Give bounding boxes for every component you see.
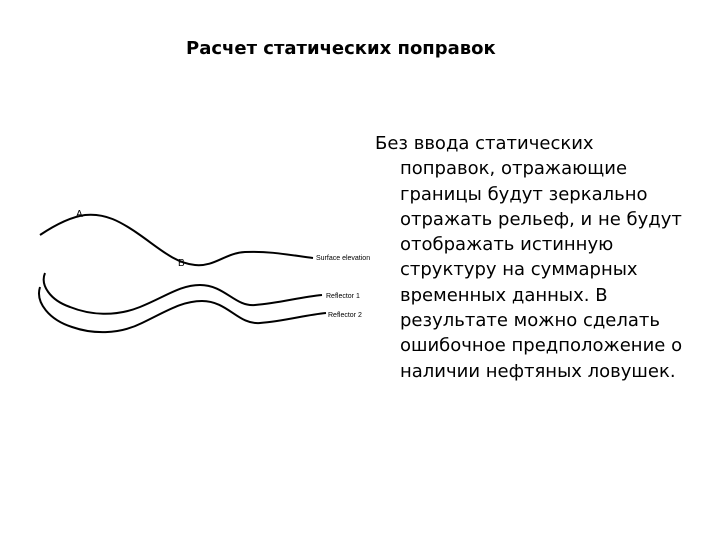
point-b-label: B (178, 258, 185, 269)
reflector-1-curve (44, 273, 322, 314)
slide-title: Расчет статических поправок (186, 38, 496, 59)
point-a-label: A (76, 209, 83, 220)
diagram-svg (30, 195, 370, 365)
surface-elevation-curve (40, 215, 313, 265)
surface-elevation-label: Surface elevation (316, 255, 370, 262)
reflector-2-label: Reflector 2 (328, 312, 362, 319)
body-paragraph: Без ввода статических поправок, отражающие границы будут зеркально отражать рельеф, и не будут отображать истинную структуру на суммарных временных данных. В результате можно сделать ошибочное предположение о наличии нефтяных ловушек. (375, 133, 683, 382)
reflector-1-label: Reflector 1 (326, 293, 360, 300)
reflector-2-curve (39, 287, 326, 332)
seismic-profile-diagram (30, 195, 370, 365)
